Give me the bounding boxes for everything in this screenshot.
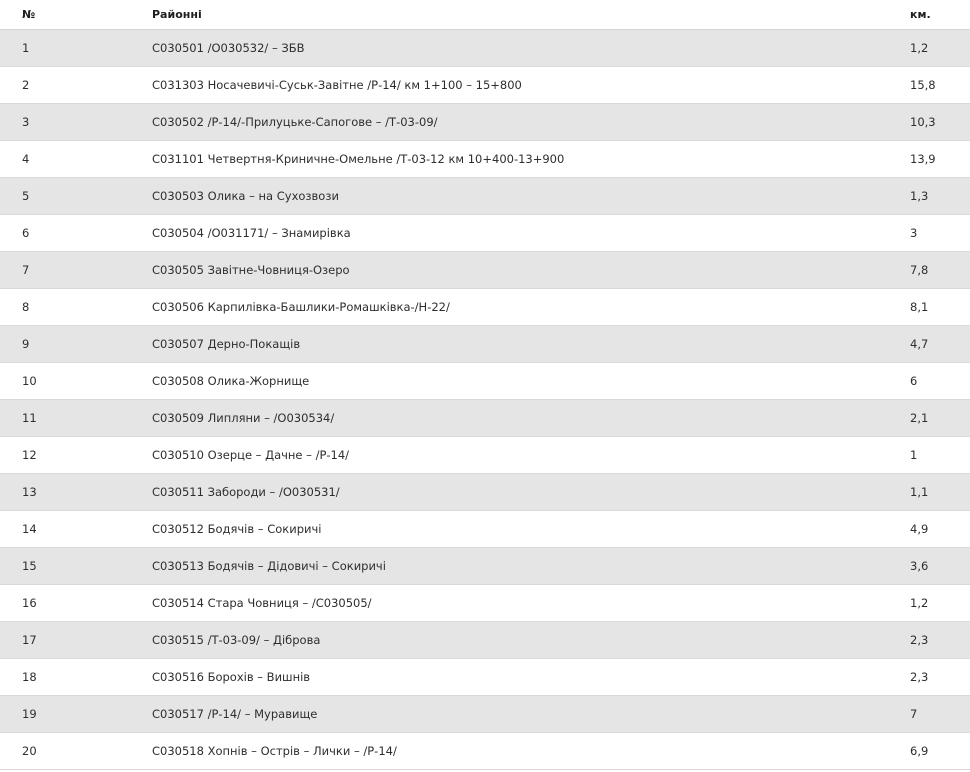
cell-number: 2 [0, 67, 128, 104]
table-row [0, 659, 970, 696]
header-number: № [0, 0, 128, 30]
cell-km: 2,3 [898, 659, 970, 696]
cell-number: 4 [0, 141, 128, 178]
cell-road-name: С030506 Карпилівка-Башлики-Ромашківка-/Н-22/ [128, 289, 898, 326]
cell-number: 12 [0, 437, 128, 474]
cell-km: 2,3 [898, 622, 970, 659]
table-row [0, 30, 970, 67]
table-row [0, 363, 970, 400]
cell-number: 1 [0, 30, 128, 67]
cell-km: 7,8 [898, 252, 970, 289]
table-row [0, 400, 970, 437]
cell-number: 8 [0, 289, 128, 326]
table-row [0, 696, 970, 733]
cell-km: 2,1 [898, 400, 970, 437]
cell-number: 3 [0, 104, 128, 141]
table-row [0, 252, 970, 289]
cell-road-name: С030502 /Р-14/-Прилуцьке-Сапогове – /Т-03-09/ [128, 104, 898, 141]
table-row [0, 511, 970, 548]
cell-road-name: С030501 /О030532/ – ЗБВ [128, 30, 898, 67]
table-row [0, 548, 970, 585]
table-row [0, 67, 970, 104]
cell-number: 5 [0, 178, 128, 215]
table-row [0, 585, 970, 622]
cell-km: 1 [898, 437, 970, 474]
table-row [0, 326, 970, 363]
cell-road-name: С030518 Хопнів – Острів – Лички – /Р-14/ [128, 733, 898, 770]
cell-number: 17 [0, 622, 128, 659]
cell-km: 6,9 [898, 733, 970, 770]
cell-road-name: С030508 Олика-Жорнище [128, 363, 898, 400]
cell-road-name: С030503 Олика – на Сухозвози [128, 178, 898, 215]
table-row [0, 474, 970, 511]
cell-road-name: С030505 Завітне-Човниця-Озеро [128, 252, 898, 289]
cell-road-name: С030513 Бодячів – Дідовичі – Сокиричі [128, 548, 898, 585]
cell-road-name: С030515 /Т-03-09/ – Діброва [128, 622, 898, 659]
cell-km: 7 [898, 696, 970, 733]
cell-number: 16 [0, 585, 128, 622]
cell-km: 1,2 [898, 30, 970, 67]
cell-km: 10,3 [898, 104, 970, 141]
cell-road-name: С030511 Забороди – /О030531/ [128, 474, 898, 511]
cell-number: 11 [0, 400, 128, 437]
cell-km: 8,1 [898, 289, 970, 326]
cell-number: 18 [0, 659, 128, 696]
cell-km: 15,8 [898, 67, 970, 104]
table-row [0, 215, 970, 252]
cell-road-name: С030510 Озерце – Дачне – /Р-14/ [128, 437, 898, 474]
header-km: км. [898, 0, 970, 30]
cell-number: 13 [0, 474, 128, 511]
cell-number: 9 [0, 326, 128, 363]
header-name: Районні [128, 0, 898, 30]
table-row [0, 622, 970, 659]
cell-road-name: С031303 Носачевичі-Суськ-Завітне /Р-14/ км 1+100 – 15+800 [128, 67, 898, 104]
table-row [0, 289, 970, 326]
table-row [0, 104, 970, 141]
cell-number: 15 [0, 548, 128, 585]
cell-km: 1,1 [898, 474, 970, 511]
table-row [0, 437, 970, 474]
cell-road-name: С030512 Бодячів – Сокиричі [128, 511, 898, 548]
table-row [0, 733, 970, 770]
cell-road-name: С030517 /Р-14/ – Муравище [128, 696, 898, 733]
cell-number: 14 [0, 511, 128, 548]
cell-road-name: С030509 Липляни – /О030534/ [128, 400, 898, 437]
cell-number: 19 [0, 696, 128, 733]
cell-km: 13,9 [898, 141, 970, 178]
cell-number: 7 [0, 252, 128, 289]
table-body [0, 30, 970, 770]
cell-km: 1,2 [898, 585, 970, 622]
cell-km: 3 [898, 215, 970, 252]
table-row [0, 178, 970, 215]
cell-km: 3,6 [898, 548, 970, 585]
cell-number: 20 [0, 733, 128, 770]
table-row [0, 141, 970, 178]
table-header [0, 0, 970, 30]
cell-road-name: С030504 /О031171/ – Знамирівка [128, 215, 898, 252]
cell-km: 6 [898, 363, 970, 400]
cell-number: 10 [0, 363, 128, 400]
cell-road-name: С030516 Борохів – Вишнів [128, 659, 898, 696]
cell-km: 4,9 [898, 511, 970, 548]
cell-number: 6 [0, 215, 128, 252]
cell-km: 1,3 [898, 178, 970, 215]
cell-km: 4,7 [898, 326, 970, 363]
cell-road-name: С030507 Дерно-Покащів [128, 326, 898, 363]
cell-road-name: С031101 Четвертня-Криничне-Омельне /Т-03-12 км 10+400-13+900 [128, 141, 898, 178]
cell-road-name: С030514 Стара Човниця – /С030505/ [128, 585, 898, 622]
header-row [0, 0, 970, 30]
